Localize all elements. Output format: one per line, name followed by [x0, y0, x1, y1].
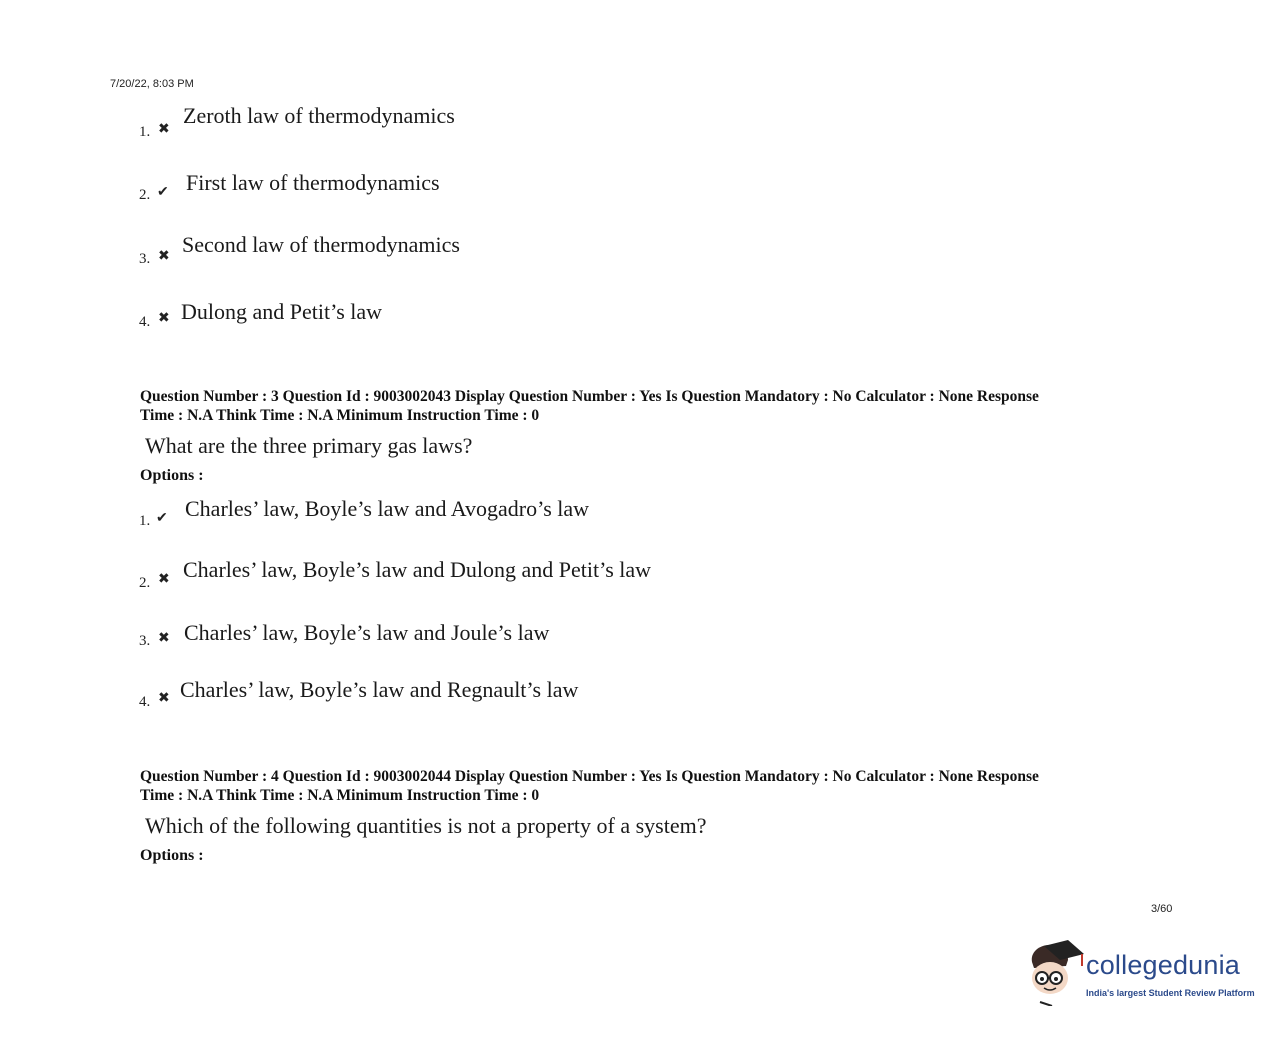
question-meta-line: Question Number : 4 Question Id : 9003002044 Display Question Number : Yes Is Question Mandatory : No Calculator : None Response — [140, 768, 1039, 785]
option-number: 3. — [139, 633, 151, 649]
mascot-logo-icon — [1026, 940, 1084, 1006]
question-meta — [140, 387, 1150, 425]
option-text: Charles’ law, Boyle’s law and Avogadro’s law — [185, 496, 590, 521]
option-number: 3. — [139, 251, 151, 267]
option-number: 1. — [139, 513, 151, 529]
question-meta — [140, 767, 1150, 805]
cross-icon: ✖ — [158, 572, 170, 587]
option-number: 1. — [139, 124, 151, 140]
options-label: Options : — [140, 847, 204, 864]
option-text: Charles’ law, Boyle’s law and Regnault’s law — [180, 677, 579, 702]
brand-name: collegedunia — [1086, 950, 1241, 980]
question-text: Which of the following quantities is not a property of a system? — [145, 813, 707, 838]
option-number: 4. — [139, 314, 151, 330]
check-icon: ✔ — [157, 185, 169, 200]
option-text: First law of thermodynamics — [186, 170, 440, 195]
cross-icon: ✖ — [158, 249, 170, 264]
question-meta-line: Question Number : 3 Question Id : 9003002043 Display Question Number : Yes Is Question Mandatory : No Calculator : None Response — [140, 388, 1039, 405]
question-meta-line: Time : N.A Think Time : N.A Minimum Instruction Time : 0 — [140, 407, 540, 424]
question-meta-line: Time : N.A Think Time : N.A Minimum Instruction Time : 0 — [140, 787, 540, 804]
cross-icon: ✖ — [158, 691, 170, 706]
option-text: Zeroth law of thermodynamics — [183, 103, 455, 128]
print-timestamp: 7/20/22, 8:03 PM — [110, 78, 194, 90]
question-text: What are the three primary gas laws? — [145, 433, 473, 458]
option-text: Second law of thermodynamics — [182, 232, 460, 257]
option-text: Dulong and Petit’s law — [181, 299, 383, 324]
cross-icon: ✖ — [158, 122, 170, 137]
page-number: 3/60 — [1151, 903, 1173, 915]
option-text: Charles’ law, Boyle’s law and Joule’s law — [184, 620, 550, 645]
cross-icon: ✖ — [158, 631, 170, 646]
option-number: 2. — [139, 187, 151, 203]
option-number: 2. — [139, 575, 151, 591]
brand-tagline: India's largest Student Review Platform — [1086, 988, 1255, 998]
check-icon: ✔ — [156, 511, 168, 526]
option-number: 4. — [139, 694, 151, 710]
cross-icon: ✖ — [158, 311, 170, 326]
options-label: Options : — [140, 467, 204, 484]
option-text: Charles’ law, Boyle’s law and Dulong and Petit’s law — [183, 557, 652, 582]
